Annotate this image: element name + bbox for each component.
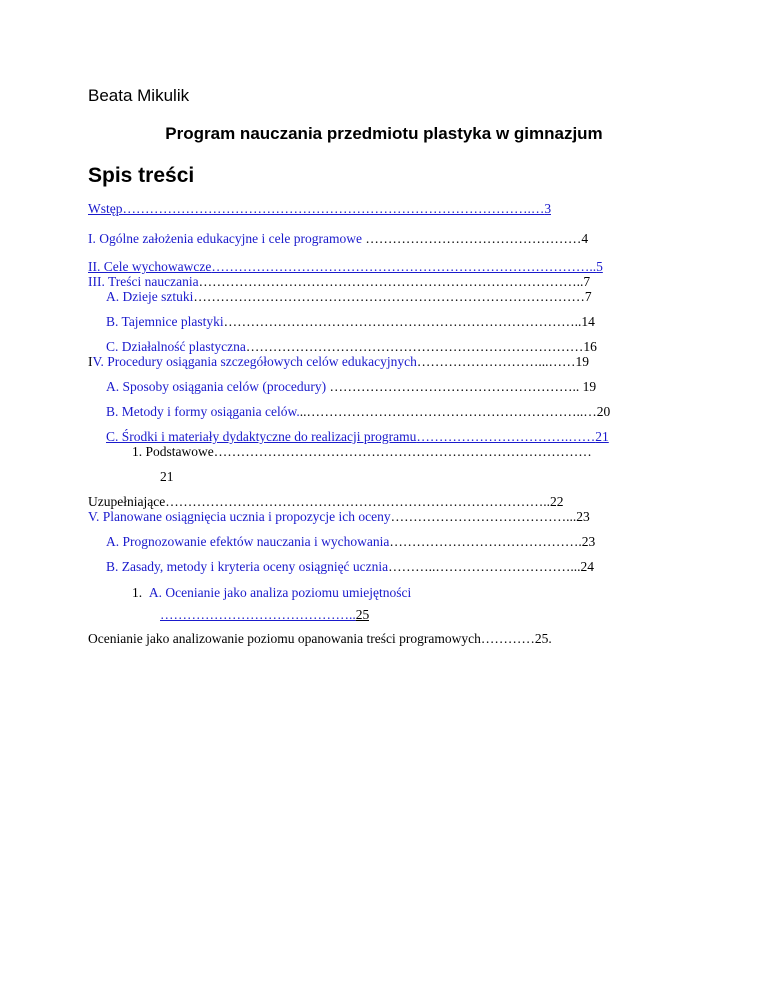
toc-entry-4c-1[interactable]: 1. Podstawowe………………………………………………………………………… (132, 444, 592, 459)
toc-entry-intro[interactable]: Wstęp……………………………………………………………………………….…3 (88, 201, 552, 216)
toc-entry-5b[interactable]: B. Zasady, metody i kryteria oceny osiągnięć ucznia………..…………………………...24 (106, 559, 595, 574)
toc-entry-4c[interactable]: C. Środki i materiały dydaktyczne do realizacji programu…………………………….……21 (106, 429, 609, 444)
toc-entry-4c-1-page: 21 (160, 469, 174, 484)
toc-entry-section-2[interactable]: II. Cele wychowawcze…………………………………………………………………………..5 (88, 259, 603, 274)
toc-entry-section-4[interactable]: IV. Procedury osiągania szczegółowych celów edukacyjnych………………………...……19 (88, 354, 590, 369)
author-name: Beata Mikulik (88, 86, 190, 105)
toc-entry-3c[interactable]: C. Działalność plastyczna…………………………………………………………………16 (106, 339, 597, 354)
toc-entry-4b[interactable]: B. Metody i formy osiągania celów...……………………………………………………..…20 (106, 404, 611, 419)
toc-entry-3b[interactable]: B. Tajemnice plastyki……………………………………………………………………..14 (106, 314, 595, 329)
toc-entry-3a[interactable]: A. Dzieje sztuki……………………………………………………………………………7 (106, 289, 592, 304)
toc-entry-5a[interactable]: A. Prognozowanie efektów nauczania i wychowania…………………………………….23 (106, 534, 596, 549)
toc-entry-5b-1-page[interactable]: ……………………………………..25 (160, 607, 370, 622)
toc-entry-5b-2[interactable]: Ocenianie jako analizowanie poziomu opanowania treści programowych…………25. (88, 631, 552, 646)
toc-heading: Spis treści (88, 164, 195, 187)
toc-entry-section-5[interactable]: V. Planowane osiągnięcia ucznia i propozycje ich oceny…………………………………...23 (88, 509, 590, 524)
toc-entry-section-1[interactable]: I. Ogólne założenia edukacyjne i cele programowe …………………………………………4 (88, 231, 589, 246)
document-title: Program nauczania przedmiotu plastyka w gimnazjum (165, 124, 603, 143)
toc-entry-section-3[interactable]: III. Treści nauczania…………………………………………………………………………..7 (88, 274, 591, 289)
toc-entry-4a[interactable]: A. Sposoby osiągania celów (procedury) ……………………………………………….. 19 (106, 379, 597, 394)
toc-entry-4c-2[interactable]: Uzupełniające…………………………………………………………………………..22 (88, 494, 564, 509)
toc-entry-5b-1[interactable]: 1. A. Ocenianie jako analiza poziomu umiejętności (132, 585, 412, 600)
